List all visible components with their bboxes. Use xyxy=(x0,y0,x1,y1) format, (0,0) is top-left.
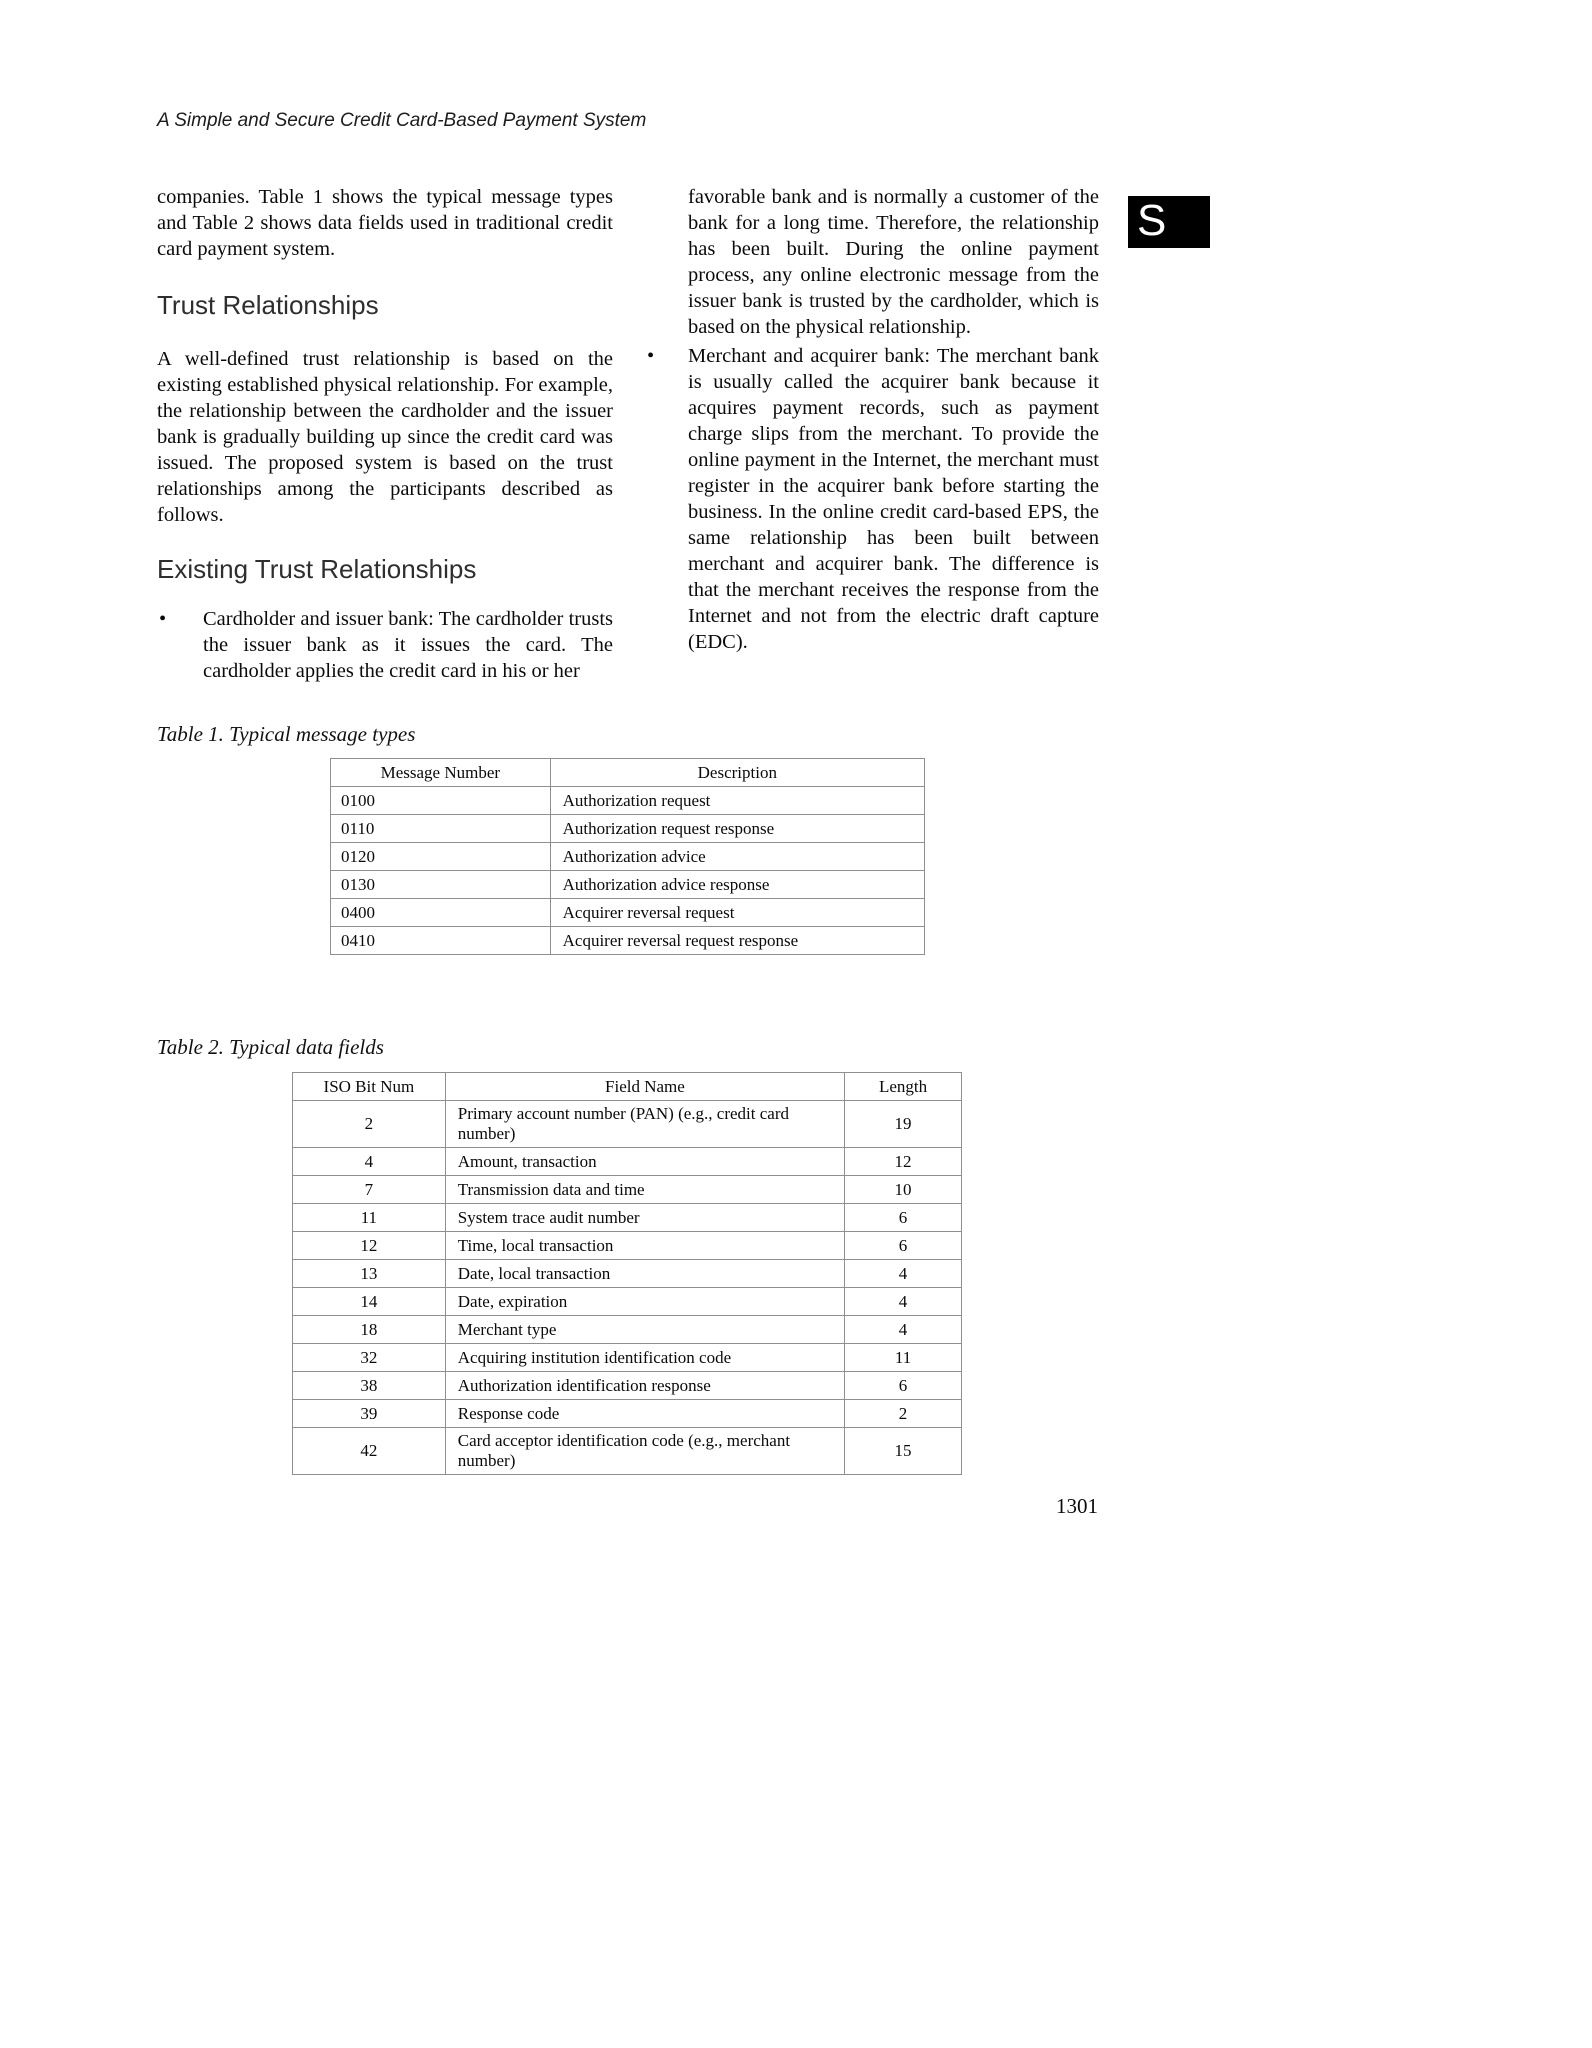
list-item-text xyxy=(203,606,613,684)
table-row xyxy=(331,899,925,927)
table-cell: Time, local transaction xyxy=(445,1232,844,1260)
table-cell: Card acceptor identification code (e.g., merchant number) xyxy=(445,1428,844,1475)
table-cell: 6 xyxy=(845,1204,962,1232)
table-row xyxy=(293,1204,962,1232)
table-cell: 18 xyxy=(293,1316,446,1344)
section-index-tab xyxy=(1128,196,1210,248)
table-cell: 0400 xyxy=(331,899,551,927)
table-cell: 19 xyxy=(845,1101,962,1148)
table-message-types xyxy=(330,758,925,955)
table-cell: Merchant type xyxy=(445,1316,844,1344)
table-cell: 6 xyxy=(845,1372,962,1400)
table-row xyxy=(293,1372,962,1400)
table-cell: 15 xyxy=(845,1428,962,1475)
table-cell: Authorization advice response xyxy=(550,871,924,899)
right-column xyxy=(647,184,1099,655)
list-item-merchant xyxy=(647,343,1099,655)
table-cell: 0110 xyxy=(331,815,551,843)
paragraph-continued: favorable bank and is normally a customer of the bank for a long time. Therefore, the relationship has been built. During the online payment process, any online electronic message from the issuer bank is trusted by the cardholder, which is based on the physical relationship. xyxy=(688,186,1099,338)
table-cell: 0120 xyxy=(331,843,551,871)
table1-caption: Table 1. Typical message types xyxy=(157,722,416,746)
table-row xyxy=(293,1101,962,1148)
table-cell: 4 xyxy=(845,1316,962,1344)
table-row xyxy=(331,843,925,871)
table-row xyxy=(293,1232,962,1260)
table-cell: Primary account number (PAN) (e.g., credit card number) xyxy=(445,1101,844,1148)
table-row xyxy=(293,1176,962,1204)
table-cell: Acquirer reversal request xyxy=(550,899,924,927)
table-cell: Date, expiration xyxy=(445,1288,844,1316)
section-index-letter: S xyxy=(1137,196,1167,245)
heading-existing-trust-relationships: Existing Trust Relationships xyxy=(157,554,477,584)
table-row xyxy=(331,927,925,955)
table-cell: 38 xyxy=(293,1372,446,1400)
paragraph-intro: companies. Table 1 shows the typical message types and Table 2 shows data fields used in traditional credit card payment system. xyxy=(157,186,613,260)
list-item-lead: Cardholder and issuer bank: xyxy=(203,608,434,630)
table-cell: 7 xyxy=(293,1176,446,1204)
table-header-cell: Length xyxy=(845,1073,962,1101)
table-row xyxy=(293,1316,962,1344)
list-item-body: The merchant bank is usually called the acquirer bank because it acquires payment records, such as payment charge slips from the merchant. To provide the online payment in the Internet, the merchant must register in the acquirer bank before starting the business. In the online credit card-based EPS, the same relationship has been built between merchant and acquirer bank. The difference is that the merchant receives the response from the Internet and not from the electric draft capture (EDC). xyxy=(688,345,1099,653)
table-cell: 2 xyxy=(845,1400,962,1428)
table-row xyxy=(293,1400,962,1428)
table-cell: 4 xyxy=(845,1288,962,1316)
list-item-body: The cardholder trusts the issuer bank as it issues the card. The cardholder applies the credit card in his or her xyxy=(203,608,613,682)
table-cell: 42 xyxy=(293,1428,446,1475)
table-cell: 32 xyxy=(293,1344,446,1372)
table-cell: 10 xyxy=(845,1176,962,1204)
table-cell: Date, local transaction xyxy=(445,1260,844,1288)
table-row xyxy=(331,815,925,843)
table-header-cell: ISO Bit Num xyxy=(293,1073,446,1101)
list-item-text xyxy=(688,343,1099,655)
table-row xyxy=(331,787,925,815)
table-cell: System trace audit number xyxy=(445,1204,844,1232)
table-cell: 0130 xyxy=(331,871,551,899)
table-header-row xyxy=(331,759,925,787)
table-cell: 13 xyxy=(293,1260,446,1288)
table-cell: Transmission data and time xyxy=(445,1176,844,1204)
table-cell: 4 xyxy=(845,1260,962,1288)
table-header-cell: Field Name xyxy=(445,1073,844,1101)
table-cell: 4 xyxy=(293,1148,446,1176)
table-cell: 2 xyxy=(293,1101,446,1148)
list-item-lead: Merchant and acquirer bank: xyxy=(688,345,931,367)
table-row xyxy=(293,1288,962,1316)
table-cell: 11 xyxy=(845,1344,962,1372)
table2-caption: Table 2. Typical data fields xyxy=(157,1035,384,1059)
table-cell: Acquiring institution identification code xyxy=(445,1344,844,1372)
table-header-cell: Message Number xyxy=(331,759,551,787)
table-cell: Response code xyxy=(445,1400,844,1428)
table-row xyxy=(293,1428,962,1475)
bullet-icon: • xyxy=(159,608,167,630)
table-cell: Authorization identification response xyxy=(445,1372,844,1400)
table-row xyxy=(293,1344,962,1372)
paragraph-trust: A well-defined trust relationship is based on the existing established physical relationship. For example, the relationship between the cardholder and the issuer bank is gradually building up since the credit card was issued. The proposed system is based on the trust relationships among the participants described as follows. xyxy=(157,348,613,526)
table-cell: Acquirer reversal request response xyxy=(550,927,924,955)
running-head: A Simple and Secure Credit Card-Based Payment System xyxy=(157,110,647,131)
table-cell: 0410 xyxy=(331,927,551,955)
heading-trust-relationships: Trust Relationships xyxy=(157,290,379,320)
table-header-cell: Description xyxy=(550,759,924,787)
table-cell: 14 xyxy=(293,1288,446,1316)
page-number: 1301 xyxy=(1056,1494,1098,1518)
table-cell: 0100 xyxy=(331,787,551,815)
table-cell: 39 xyxy=(293,1400,446,1428)
left-column xyxy=(157,184,613,684)
table-cell: Authorization request response xyxy=(550,815,924,843)
table-cell: Authorization request xyxy=(550,787,924,815)
table-cell: 6 xyxy=(845,1232,962,1260)
table-cell: 12 xyxy=(293,1232,446,1260)
table-row xyxy=(331,871,925,899)
table-cell: 11 xyxy=(293,1204,446,1232)
table-cell: Amount, transaction xyxy=(445,1148,844,1176)
table-row xyxy=(293,1148,962,1176)
table-data-fields xyxy=(292,1072,962,1475)
table-row xyxy=(293,1260,962,1288)
table-cell: 12 xyxy=(845,1148,962,1176)
bullet-icon: • xyxy=(647,345,655,367)
table-cell: Authorization advice xyxy=(550,843,924,871)
list-item-cardholder xyxy=(157,606,613,684)
table-header-row xyxy=(293,1073,962,1101)
